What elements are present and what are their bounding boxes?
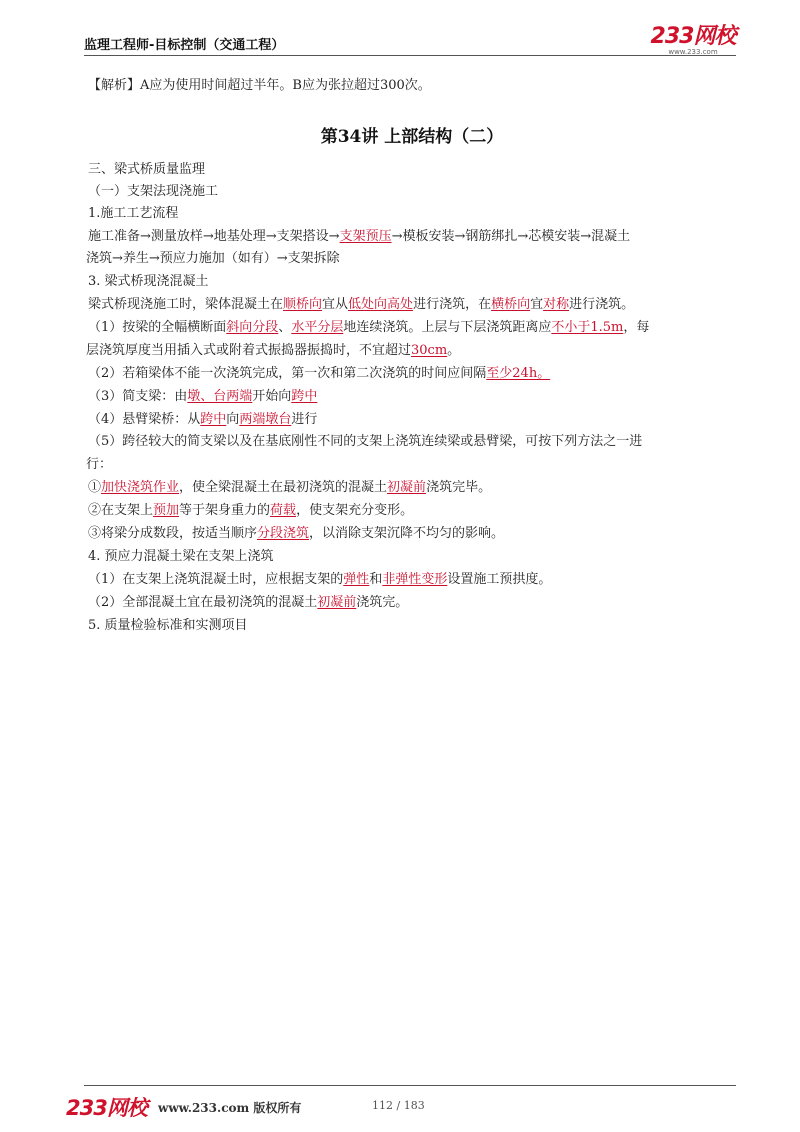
highlight-term: 低处向高处 [348, 297, 414, 312]
method-1: ①加快浇筑作业，使全梁混凝土在最初浇筑的混凝土初凝前浇筑完毕。 [88, 480, 492, 495]
footer-copyright: www.233.com 版权所有 [158, 1101, 302, 1115]
highlight-term: 斜向分段 [226, 320, 279, 335]
method-3: ③将梁分成数段，按适当顺序分段浇筑，以消除支架沉降不均匀的影响。 [88, 526, 505, 541]
prestress-point-1: （1）在支架上浇筑混凝土时，应根据支架的弹性和非弹性变形设置施工预拱度。 [88, 572, 552, 587]
footer-logo: 233网校 [66, 1096, 147, 1120]
highlight-term: 跨中 [200, 412, 227, 427]
paragraph-point-5a: （5）跨径较大的简支梁以及在基底刚性不同的支架上浇筑连续梁或悬臂梁，可按下列方法之一进 [88, 434, 643, 449]
brand-logo-text: 233网校 [650, 24, 736, 49]
paragraph-point-3: （3）简支梁：由墩、台两端开始向跨中 [88, 389, 318, 404]
footer-divider [84, 1085, 736, 1086]
highlight-term: 横桥向 [491, 297, 531, 312]
highlight-term: 至少24h。 [486, 366, 551, 381]
highlight-term: 初凝前 [387, 480, 427, 495]
brand-logo-url: www.233.com [668, 48, 718, 56]
header-divider [84, 55, 736, 56]
paragraph-point-5b: 行： [86, 457, 113, 472]
highlight-term: 两端墩台 [239, 412, 292, 427]
item-heading-1: 1.施工工艺流程 [88, 206, 179, 221]
highlight-term: 加快浇筑作业 [101, 480, 180, 495]
highlight-term: 30cm [411, 343, 448, 358]
highlight-term: 墩、台两端 [187, 389, 253, 404]
lecture-title: 第34讲 上部结构（二） [320, 127, 504, 147]
highlight-term: 水平分层 [291, 320, 344, 335]
item-heading-5: 5. 质量检验标准和实测项目 [88, 618, 248, 633]
highlight-term: 非弹性变形 [382, 572, 448, 587]
highlight-term: 预加 [153, 503, 180, 518]
subsection-heading: （一）支架法现浇施工 [88, 184, 219, 199]
analysis-paragraph: 【解析】A应为使用时间超过半年。B应为张拉超过300次。 [88, 78, 431, 93]
paragraph-casting: 梁式桥现浇施工时，梁体混凝土在顺桥向宜从低处向高处进行浇筑，在横桥向宜对称进行浇筑。 [88, 297, 635, 312]
highlight-term: 不小于1.5m [551, 320, 624, 335]
highlight-term: 荷载 [270, 503, 297, 518]
highlight-term: 初凝前 [317, 595, 357, 610]
highlight-term: 跨中 [291, 389, 318, 404]
item-heading-3: 3. 梁式桥现浇混凝土 [88, 274, 209, 289]
paragraph-point-1a: （1）按梁的全幅横断面斜向分段、水平分层地连续浇筑。上层与下层浇筑距离应不小于1.5m，每 [88, 320, 650, 335]
highlight-term: 弹性 [343, 572, 370, 587]
page-number: 112 / 183 [372, 1099, 425, 1112]
highlight-term: 对称 [543, 297, 570, 312]
process-flow-line-1: 施工准备→测量放样→地基处理→支架搭设→支架预压→模板安装→钢筋绑扎→芯模安装→混凝土 [88, 229, 631, 244]
section-heading: 三、梁式桥质量监理 [88, 162, 206, 177]
highlight-term: 支架预压 [339, 229, 392, 244]
header-title: 监理工程师-目标控制（交通工程） [84, 38, 285, 53]
method-2: ②在支架上预加等于架身重力的荷载，使支架充分变形。 [88, 503, 414, 518]
paragraph-point-1b: 层浇筑厚度当用插入式或附着式振捣器振捣时，不宜超过30cm。 [86, 343, 461, 358]
process-flow-line-2: 浇筑→养生→预应力施加（如有）→支架拆除 [86, 251, 340, 266]
paragraph-point-2: （2）若箱梁体不能一次浇筑完成，第一次和第二次浇筑的时间应间隔至少24h。 [88, 366, 551, 381]
highlight-term: 顺桥向 [283, 297, 323, 312]
prestress-point-2: （2）全部混凝土宜在最初浇筑的混凝土初凝前浇筑完。 [88, 595, 409, 610]
brand-logo [650, 26, 736, 56]
paragraph-point-4: （4）悬臂梁桥：从跨中向两端墩台进行 [88, 412, 318, 427]
item-heading-4: 4. 预应力混凝土梁在支架上浇筑 [88, 549, 274, 564]
highlight-term: 分段浇筑 [257, 526, 310, 541]
